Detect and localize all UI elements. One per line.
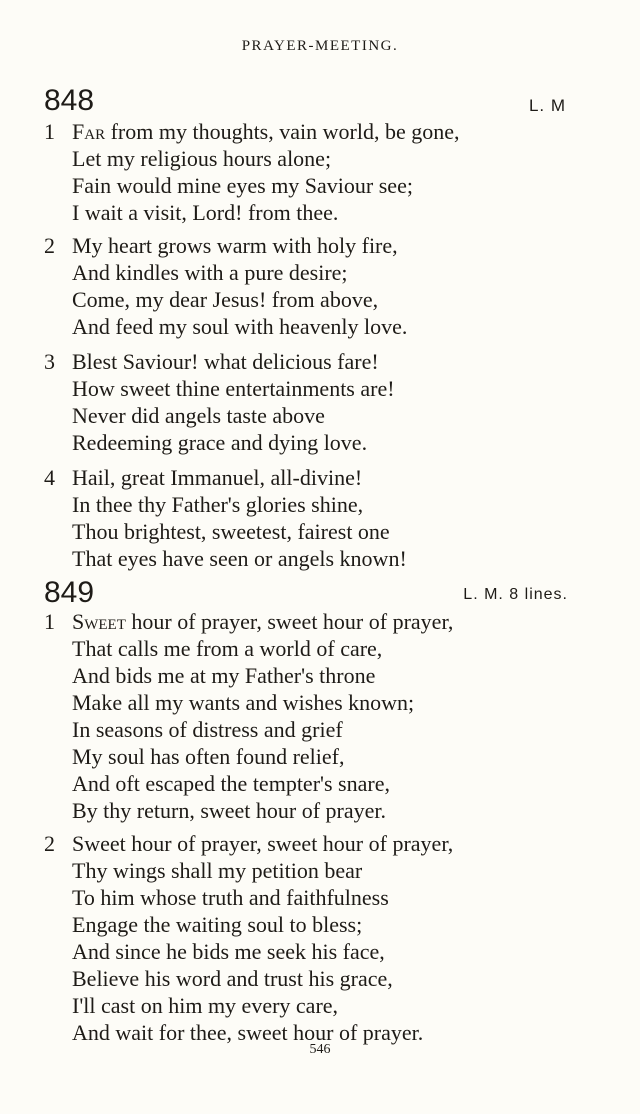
- stanza-first-line: Hail, great Immanuel, all-divine!: [72, 465, 363, 490]
- stanza-number: 2: [44, 233, 55, 258]
- initial-word: Sweet: [72, 609, 126, 634]
- verse-line: And oft escaped the tempter's snare,: [72, 771, 390, 796]
- stanza-number: 3: [44, 349, 55, 374]
- hymn-meter: L. M. 8 lines.: [463, 586, 568, 603]
- verse-line: How sweet thine entertainments are!: [72, 376, 395, 401]
- verse-line: Redeeming grace and dying love.: [72, 430, 368, 455]
- verse-line: Fain would mine eyes my Saviour see;: [72, 173, 413, 198]
- verse-line: That eyes have seen or angels known!: [72, 546, 407, 571]
- stanza-number: 2: [44, 831, 55, 856]
- stanza-number: 1: [44, 119, 55, 144]
- first-line-rest: hour of prayer, sweet hour of prayer,: [125, 609, 454, 634]
- stanza-number: 4: [44, 465, 55, 490]
- verse-line: Let my religious hours alone;: [72, 146, 332, 171]
- stanza-first-line: [72, 608, 453, 635]
- stanza-number: 1: [44, 609, 55, 634]
- verse-line: And wait for thee, sweet hour of prayer.: [72, 1020, 424, 1045]
- verse-line: Engage the waiting soul to bless;: [72, 912, 363, 937]
- verse-line: Never did angels taste above: [72, 403, 325, 428]
- verse-line: Thy wings shall my petition bear: [72, 858, 363, 883]
- verse-line: My soul has often found relief,: [72, 744, 345, 769]
- verse-line: I wait a visit, Lord! from thee.: [72, 200, 339, 225]
- verse-line: And feed my soul with heavenly love.: [72, 314, 408, 339]
- hymn-number: 849: [44, 576, 95, 609]
- first-line-rest: from my thoughts, vain world, be gone,: [105, 119, 460, 144]
- verse-line: In seasons of distress and grief: [72, 717, 343, 742]
- verse-line: By thy return, sweet hour of prayer.: [72, 798, 387, 823]
- page-number: 546: [309, 1042, 331, 1057]
- verse-line: Believe his word and trust his grace,: [72, 966, 393, 991]
- verse-line: And since he bids me seek his face,: [72, 939, 385, 964]
- verse-line: And bids me at my Father's throne: [72, 663, 376, 688]
- verse-line: And kindles with a pure desire;: [72, 260, 348, 285]
- verse-line: To him whose truth and faithfulness: [72, 885, 389, 910]
- stanza-first-line: My heart grows warm with holy fire,: [72, 233, 398, 258]
- hymn-number: 848: [44, 84, 95, 117]
- running-head: PRAYER-MEETING.: [241, 38, 399, 54]
- verse-line: In thee thy Father's glories shine,: [72, 492, 364, 517]
- verse-line: Make all my wants and wishes known;: [72, 690, 415, 715]
- stanza-first-line: Blest Saviour! what delicious fare!: [72, 349, 379, 374]
- stanza-first-line: [72, 118, 459, 145]
- initial-word: Far: [72, 119, 106, 144]
- verse-line: Thou brightest, sweetest, fairest one: [72, 519, 390, 544]
- hymn-meter: L. M: [528, 96, 566, 115]
- verse-line: I'll cast on him my every care,: [72, 993, 339, 1018]
- stanza-first-line: Sweet hour of prayer, sweet hour of prayer,: [72, 831, 454, 856]
- verse-line: That calls me from a world of care,: [72, 636, 383, 661]
- verse-line: Come, my dear Jesus! from above,: [72, 287, 379, 312]
